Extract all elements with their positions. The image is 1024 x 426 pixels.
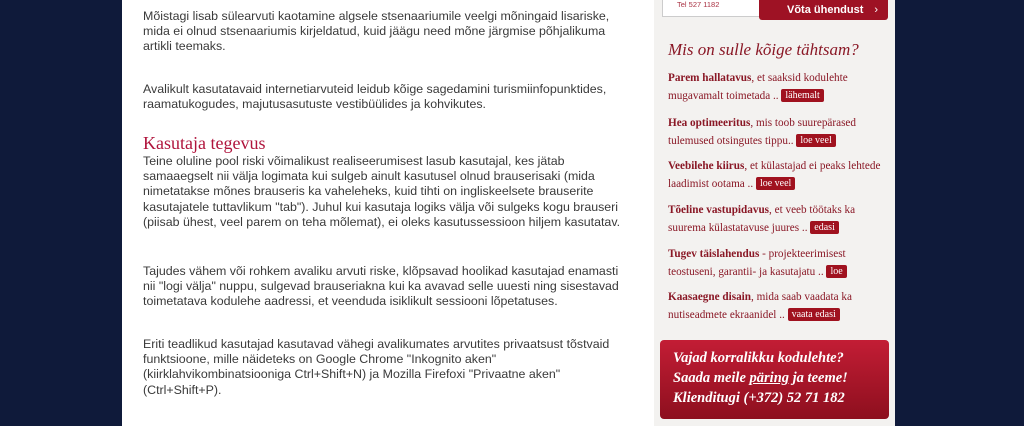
contact-button[interactable]: [759, 0, 888, 20]
feature-link-button[interactable]: lähemalt: [781, 89, 823, 102]
feature-item: [668, 115, 883, 150]
sidebar: [654, 0, 895, 426]
inquiry-link[interactable]: päring: [749, 370, 790, 386]
feature-title: Tugev täislahendus: [668, 248, 760, 260]
feature-text: , et veeb töötaks ka suurema külastatavuse juures ..: [668, 204, 856, 234]
cta-box: [660, 340, 889, 419]
article-paragraph-3: Teine oluline pool riski võimalikust realiseerumisest lasub kasutajal, kes jätab samaaegselt nii välja logimata kui sulgeb ainult kasutusel olnud brauserisaki (mida nimetatakse mõnes brauseris ka vaheleheks, kuid tihti on ingliskeelsete brauserite kasutajatele tuttavlikum "tab"). Juhul kui kasutaja logiks välja või sulgeks kogu brauseri (piisab ühest, veel parem on teha mõlemat), ei oleks kasutussessioon hiljem kasutatav.: [143, 154, 621, 229]
feature-link-button[interactable]: loe: [826, 265, 846, 278]
chevron-right-icon: ›: [874, 4, 878, 16]
sidebar-title: Mis on sulle kõige tähtsam?: [668, 40, 859, 59]
feature-item: [668, 202, 883, 237]
feature-text: , mis toob suurepärased tulemused otsingutes tippu..: [668, 117, 856, 147]
cta-line-2: [673, 368, 889, 388]
feature-text: , mida saab vaadata ka nutiseadmete ekraanidel ..: [668, 291, 852, 321]
feature-item: [668, 246, 883, 281]
cta-line-1: Vajad korralikku kodulehte?: [673, 350, 844, 366]
feature-text: - projekteerimisest teostuseni, garantii- ja kasutajatu ..: [668, 248, 846, 278]
article-paragraph-1: Mõistagi lisab sülearvuti kaotamine algsele stsenaariumile veelgi mõningaid lisariske, mida ei olnud stsenaariumis kirjeldatud, kuid jäägu need mõne järgmise põhjalikuma artikli teemaks.: [143, 9, 610, 54]
cta-line-2-pre: Saada meile: [673, 370, 750, 386]
feature-title: Tõeline vastupidavus: [668, 204, 770, 216]
article-paragraph-4: Tajudes vähem või rohkem avaliku arvuti riske, klõpsavad hoolikad kasutajad enamasti nii "logi välja" nuppu, sulgevad brauseriakna kui ka avavad selle uuesti ning sisestavad toimetatava kodulehe aadressi, et veenduda isiklikult sessiooni lõpetatuses.: [143, 264, 619, 309]
feature-item: [668, 70, 883, 105]
feature-text: , et külastajad ei peaks lehtede laadimist ootama ..: [668, 160, 881, 190]
feature-item: [668, 289, 883, 324]
phone-number: Tel 527 1182: [662, 0, 760, 17]
feature-title: Veebilehe kiirus: [668, 160, 745, 172]
page-content: [122, 0, 895, 426]
section-heading: Kasutaja tegevus: [143, 133, 266, 153]
feature-link-button[interactable]: loe veel: [756, 177, 795, 190]
feature-title: Kaasaegne disain: [668, 291, 751, 303]
feature-item: [668, 158, 883, 193]
feature-title: Hea optimeeritus: [668, 117, 751, 129]
top-bar: [654, 0, 895, 20]
feature-link-button[interactable]: loe veel: [796, 134, 835, 147]
article-paragraph-2: Avalikult kasutatavaid internetiarvuteid leidub kõige sagedamini turismiinfopunktides, raamatukogudes, majutusasutuste vestibüülides ja kohvikutes.: [143, 82, 607, 112]
contact-button-label: Võta ühendust: [787, 4, 864, 16]
feature-text: , et saaksid kodulehte mugavamalt toimetada ..: [668, 72, 848, 102]
feature-link-button[interactable]: vaata edasi: [788, 308, 840, 321]
feature-title: Parem hallatavus: [668, 72, 752, 84]
cta-line-3: Klienditugi (+372) 52 71 182: [673, 390, 845, 406]
article-paragraph-5: Eriti teadlikud kasutajad kasutavad vähegi avalikumates arvutites privaatsust tõstvaid funktsioone, mille näideteks on Google Chrome "Inkognito aken" (kiirklahvikombinatsiooniga Ctrl+Shift+N) ja Mozilla Firefoxi "Privaatne aken" (Ctrl+Shift+P).: [143, 337, 610, 397]
cta-line-2-post: ja teeme!: [789, 370, 848, 386]
feature-link-button[interactable]: edasi: [810, 221, 839, 234]
